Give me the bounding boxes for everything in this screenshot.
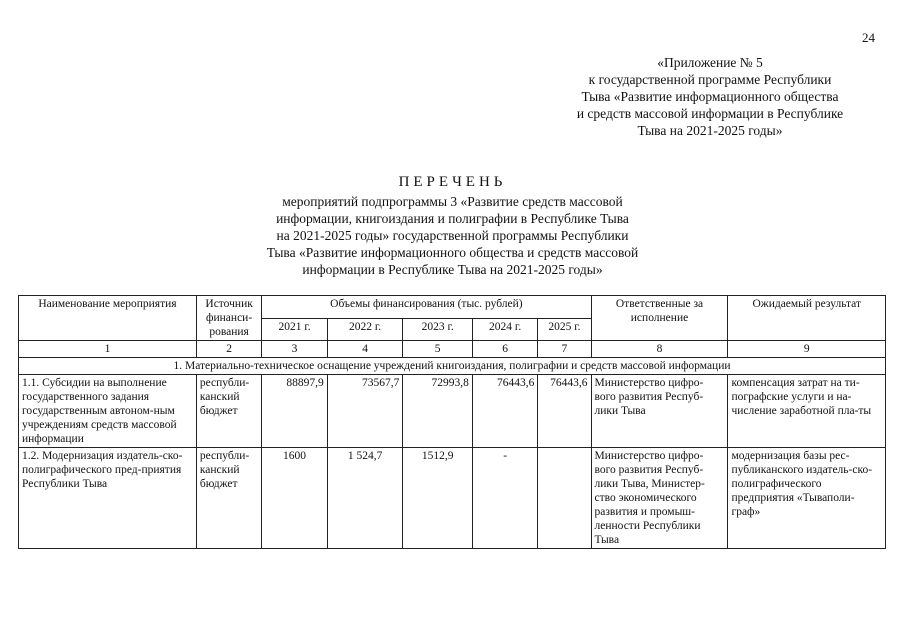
measures-table	[18, 295, 886, 549]
appendix-header	[540, 54, 880, 139]
funding-source: республи-канский бюджет	[196, 375, 261, 448]
funding-2021: 1600	[262, 448, 327, 549]
responsible-party: Министерство цифро-вого развития Респуб-лики Тыва	[591, 375, 728, 448]
column-number: 8	[591, 341, 728, 358]
subtitle-line: информации, книгоиздания и полиграфии в Республике Тыва	[276, 211, 629, 226]
header-year: 2025 г.	[538, 318, 591, 341]
column-number: 6	[472, 341, 537, 358]
column-number: 3	[262, 341, 327, 358]
measure-name: 1.1. Субсидии на выполнение государственного задания государственным автоном-ным учреждениям средств массовой информации	[19, 375, 197, 448]
subtitle-line: мероприятий подпрограммы 3 «Развитие средств массовой	[282, 194, 623, 209]
funding-2022: 73567,7	[327, 375, 403, 448]
header-responsible: Ответственные за исполнение	[591, 296, 728, 341]
header-result: Ожидаемый результат	[728, 296, 886, 341]
header-year: 2024 г.	[472, 318, 537, 341]
funding-2023: 1512,9	[403, 448, 473, 549]
column-number: 5	[403, 341, 473, 358]
header-name: Наименование мероприятия	[19, 296, 197, 341]
column-number: 2	[196, 341, 261, 358]
responsible-party: Министерство цифро-вого развития Респуб-лики Тыва, Министер-ство экономического развития и промыш-ленности Республики Тыва	[591, 448, 728, 549]
funding-2022: 1 524,7	[327, 448, 403, 549]
expected-result: компенсация затрат на ти-пографские услуги и на-числение заработной пла-ты	[728, 375, 886, 448]
subtitle-line: информации в Республике Тыва на 2021-2025 годы»	[302, 262, 603, 277]
funding-2021: 88897,9	[262, 375, 327, 448]
column-number: 4	[327, 341, 403, 358]
column-number: 9	[728, 341, 886, 358]
funding-2023: 72993,8	[403, 375, 473, 448]
header-funding: Объемы финансирования (тыс. рублей)	[262, 296, 591, 319]
column-numbers-row	[19, 341, 886, 358]
appendix-line: и средств массовой информации в Республике	[576, 106, 844, 121]
table-row	[19, 448, 886, 549]
header-year: 2021 г.	[262, 318, 327, 341]
appendix-line: Тыва «Развитие информационного общества	[581, 89, 839, 104]
header-year: 2022 г.	[327, 318, 403, 341]
table-row	[19, 375, 886, 448]
funding-2025: 76443,6	[538, 375, 591, 448]
section-title: 1. Материально-техническое оснащение учреждений книгоиздания, полиграфии и средств массовой информации	[19, 358, 886, 375]
page-number: 24	[862, 30, 875, 45]
appendix-line: «Приложение № 5	[657, 55, 763, 70]
appendix-line: к государственной программе Республики	[588, 72, 832, 87]
measure-name: 1.2. Модернизация издатель-ско-полиграфического пред-приятия Республики Тыва	[19, 448, 197, 549]
document-subtitle	[180, 193, 725, 278]
funding-source: республи-канский бюджет	[196, 448, 261, 549]
expected-result: модернизация базы рес-публиканского издатель-ско-полиграфического предприятия «Тываполи-граф»	[728, 448, 886, 549]
column-number: 1	[19, 341, 197, 358]
header-source: Источник финанси-рования	[196, 296, 261, 341]
funding-2024: 76443,6	[472, 375, 537, 448]
section-row	[19, 358, 886, 375]
funding-2025	[538, 448, 591, 549]
funding-2024: -	[472, 448, 537, 549]
appendix-line: Тыва на 2021-2025 годы»	[637, 123, 783, 138]
header-row	[19, 296, 886, 319]
column-number: 7	[538, 341, 591, 358]
document-title: ПЕРЕЧЕНЬ	[398, 174, 507, 190]
header-year: 2023 г.	[403, 318, 473, 341]
subtitle-line: на 2021-2025 годы» государственной программы Республики	[276, 228, 629, 243]
subtitle-line: Тыва «Развитие информационного общества и средств массовой	[266, 245, 639, 260]
